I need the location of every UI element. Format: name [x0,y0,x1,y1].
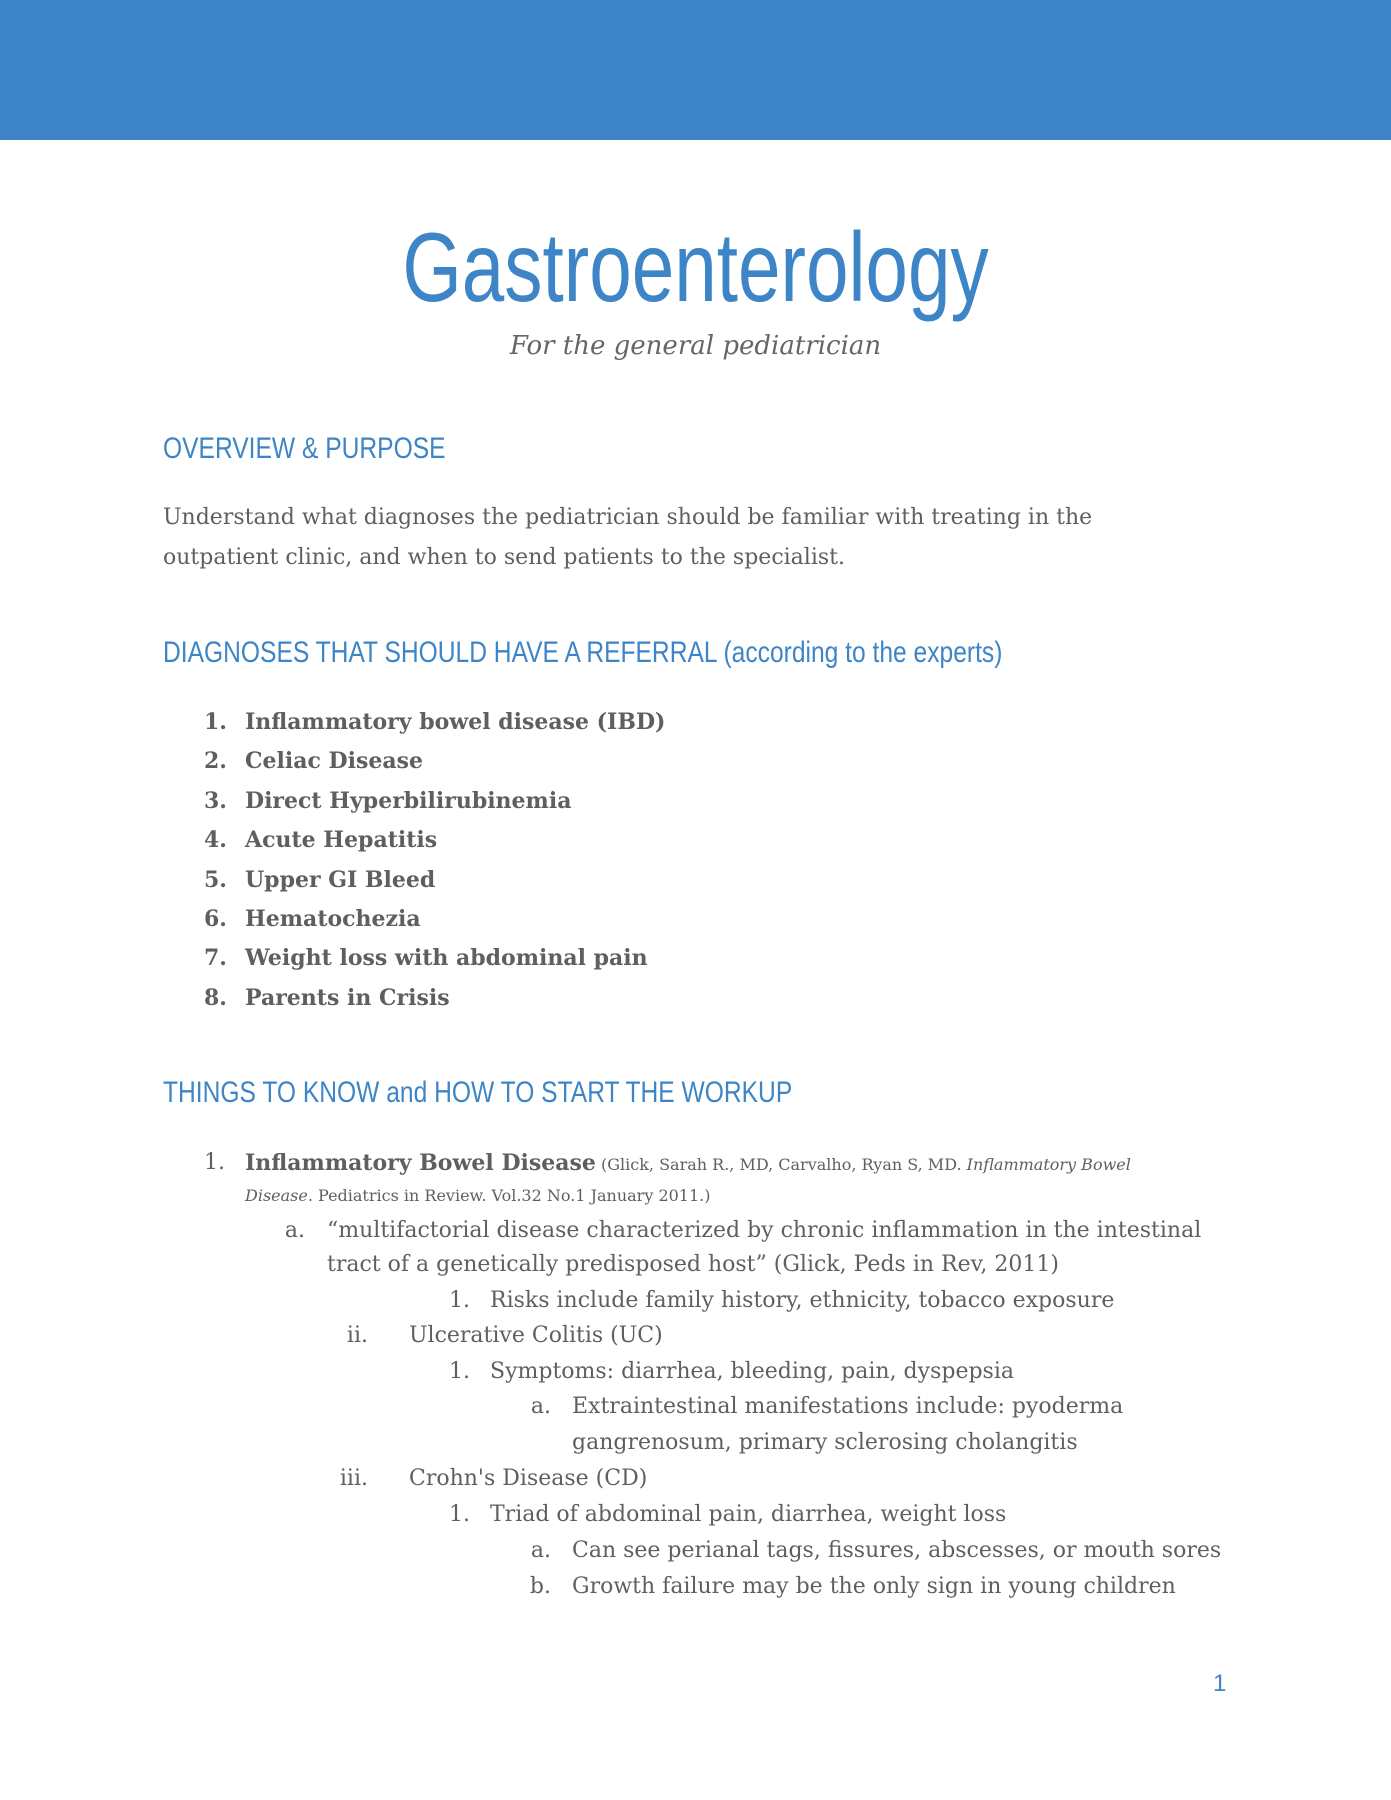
referral-item-number: 8. [204,984,227,1011]
document-title: Gastroenterology [402,212,989,322]
citation-title: Disease [245,1186,308,1205]
referral-item-number: 3. [204,787,227,814]
workup-item-ibd [245,1148,1131,1180]
overview-line: Understand what diagnoses the pediatrician should be familiar with treating in the [163,505,1093,530]
sublist-item: Growth failure may be the only sign in young children [572,1574,1176,1599]
referral-item-number: 5. [204,866,227,893]
sublist-marker: a. [530,1394,551,1419]
referral-item: Direct Hyperbilirubinemia [245,787,572,814]
sublist-item: Extraintestinal manifestations include: pyoderma [572,1394,1124,1419]
sublist-item: Risks include family history, ethnicity, tobacco exposure [490,1288,1115,1313]
heading-referral: DIAGNOSES THAT SHOULD HAVE A REFERRAL (according to the experts) [163,636,1003,669]
workup-item-number: 1. [204,1150,225,1175]
referral-item: Parents in Crisis [245,984,450,1011]
sublist-item: “multifactorial disease characterized by chronic inflammation in the intestinal [327,1218,1202,1243]
sublist-item: Ulcerative Colitis (UC) [409,1323,663,1348]
referral-item: Upper GI Bleed [245,866,436,893]
referral-item-number: 2. [204,748,227,775]
referral-item: Celiac Disease [245,748,423,775]
sublist-marker: b. [529,1574,551,1599]
sublist-marker: a. [530,1538,551,1563]
sublist-item: Symptoms: diarrhea, bleeding, pain, dyspepsia [490,1359,1014,1384]
sublist-marker: iii. [339,1466,368,1491]
referral-item-number: 6. [204,906,227,932]
workup-item-title: Inflammatory Bowel Disease [245,1150,596,1176]
sublist-marker: a. [284,1218,305,1243]
sublist-item: tract of a genetically predisposed host” (Glick, Peds in Rev, 2011) [327,1252,1059,1277]
referral-item: Hematochezia [245,906,421,932]
referral-item: Weight loss with abdominal pain [245,945,648,972]
referral-item: Acute Hepatitis [245,827,438,854]
heading-workup: THINGS TO KNOW and HOW TO START THE WORKUP [163,1076,793,1109]
citation: (Glick, Sarah R., MD, Carvalho, Ryan S, MD. [595,1155,967,1174]
referral-item-number: 7. [204,945,227,972]
sublist-marker: 1. [449,1288,470,1313]
sublist-marker: 1. [449,1502,470,1527]
referral-item-number: 1. [204,709,227,735]
sublist-item: Can see perianal tags, fissures, abscesses, or mouth sores [572,1538,1222,1563]
referral-item-number: 4. [204,827,227,854]
page-number: 1 [1213,1670,1227,1697]
document-subtitle: For the general pediatrician [509,331,882,361]
citation: . Pediatrics in Review. Vol.32 No.1 January 2011.) [307,1186,711,1205]
sublist-marker: ii. [346,1323,368,1348]
sublist-item: gangrenosum, primary sclerosing cholangitis [572,1430,1078,1455]
sublist-item: Triad of abdominal pain, diarrhea, weight loss [490,1502,1007,1527]
citation-line-2 [245,1186,711,1205]
sublist-marker: 1. [449,1359,470,1384]
sublist-item: Crohn's Disease (CD) [409,1466,648,1491]
citation-title: Inflammatory Bowel [966,1155,1131,1174]
heading-overview: OVERVIEW & PURPOSE [163,432,446,465]
overview-line: outpatient clinic, and when to send patients to the specialist. [163,545,845,570]
header-bar [0,0,1391,140]
referral-item: Inflammatory bowel disease (IBD) [245,709,666,735]
